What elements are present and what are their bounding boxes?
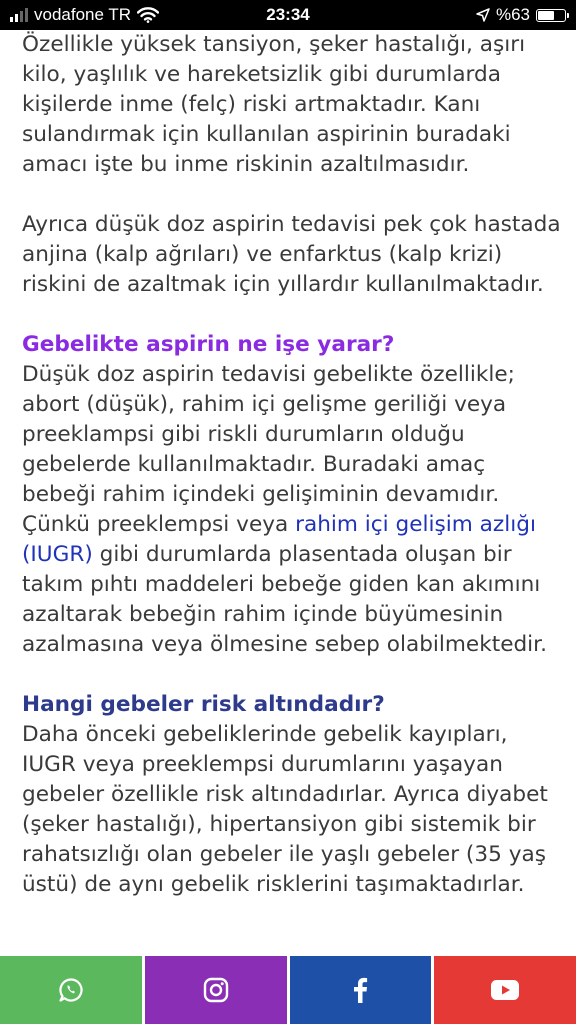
- section-heading: Gebelikte aspirin ne işe yarar?: [22, 332, 395, 357]
- youtube-button[interactable]: [434, 956, 576, 1024]
- whatsapp-icon: [57, 976, 85, 1004]
- iugr-link[interactable]: rahim içi gelişim azlığı (IUGR): [22, 512, 536, 567]
- battery-percent: %63: [495, 5, 530, 24]
- status-bar: [0, 0, 576, 30]
- social-share-bar: [0, 956, 576, 1024]
- carrier-name: vodafone TR: [34, 5, 132, 24]
- battery-level: [538, 11, 554, 20]
- article-paragraph: Özellikle yüksek tansiyon, şeker hastalığı, aşırı kilo, yaşlılık ve hareketsizlik gibi durumlarda kişilerde inme (felç) riski artmaktadır. Kanı sulandırmak için kullanılan aspirinin buradaki amacı işte bu inme riskinin azaltılmasıdır.: [22, 32, 526, 177]
- article-paragraph: [22, 360, 562, 660]
- article-content: [22, 30, 562, 900]
- section-heading: Hangi gebeler risk altındadır?: [22, 692, 385, 717]
- paragraph-text: gibi durumlarda plasentada oluşan bir takım pıhtı maddeleri bebeğe giden kan akımını azaltarak bebeğin rahim içinde büyümesinin azalmasına veya ölmesine sebep olabilmektedir.: [22, 542, 547, 657]
- paragraph-text: Düşük doz aspirin tedavisi gebelikte özellikle; abort (düşük), rahim içi gelişme geriliği veya preeklampsi gibi riskli durumların olduğu gebelerde kullanılmaktadır. Buradaki amaç bebeği rahim içindeki gelişiminin devamıdır. Çünkü preeklempsi veya: [22, 362, 515, 537]
- status-right: [476, 5, 566, 25]
- instagram-button[interactable]: [145, 956, 287, 1024]
- youtube-icon: [490, 979, 520, 1001]
- instagram-icon: [203, 977, 229, 1003]
- article-paragraph: Daha önceki gebeliklerinde gebelik kayıpları, IUGR veya preeklempsi durumlarını yaşayan gebeler özellikle risk altındadırlar. Ayrıca diyabet (şeker hastalığı), hipertansiyon gibi sistemik bir rahatsızlığı olan gebeler ile yaşlı gebeler (35 yaş üstü) de aynı gebelik risklerini taşımaktadırlar.: [22, 722, 548, 897]
- facebook-icon: [352, 976, 368, 1004]
- location-arrow-icon: [476, 8, 490, 22]
- whatsapp-button[interactable]: [0, 956, 142, 1024]
- battery-icon: [536, 9, 566, 22]
- article-paragraph: Ayrıca düşük doz aspirin tedavisi pek çok hastada anjina (kalp ağrıları) ve enfarktus (kalp krizi) riskini de azaltmak için yıllardır kullanılmaktadır.: [22, 212, 561, 297]
- facebook-button[interactable]: [290, 956, 432, 1024]
- status-time: 23:34: [266, 5, 310, 24]
